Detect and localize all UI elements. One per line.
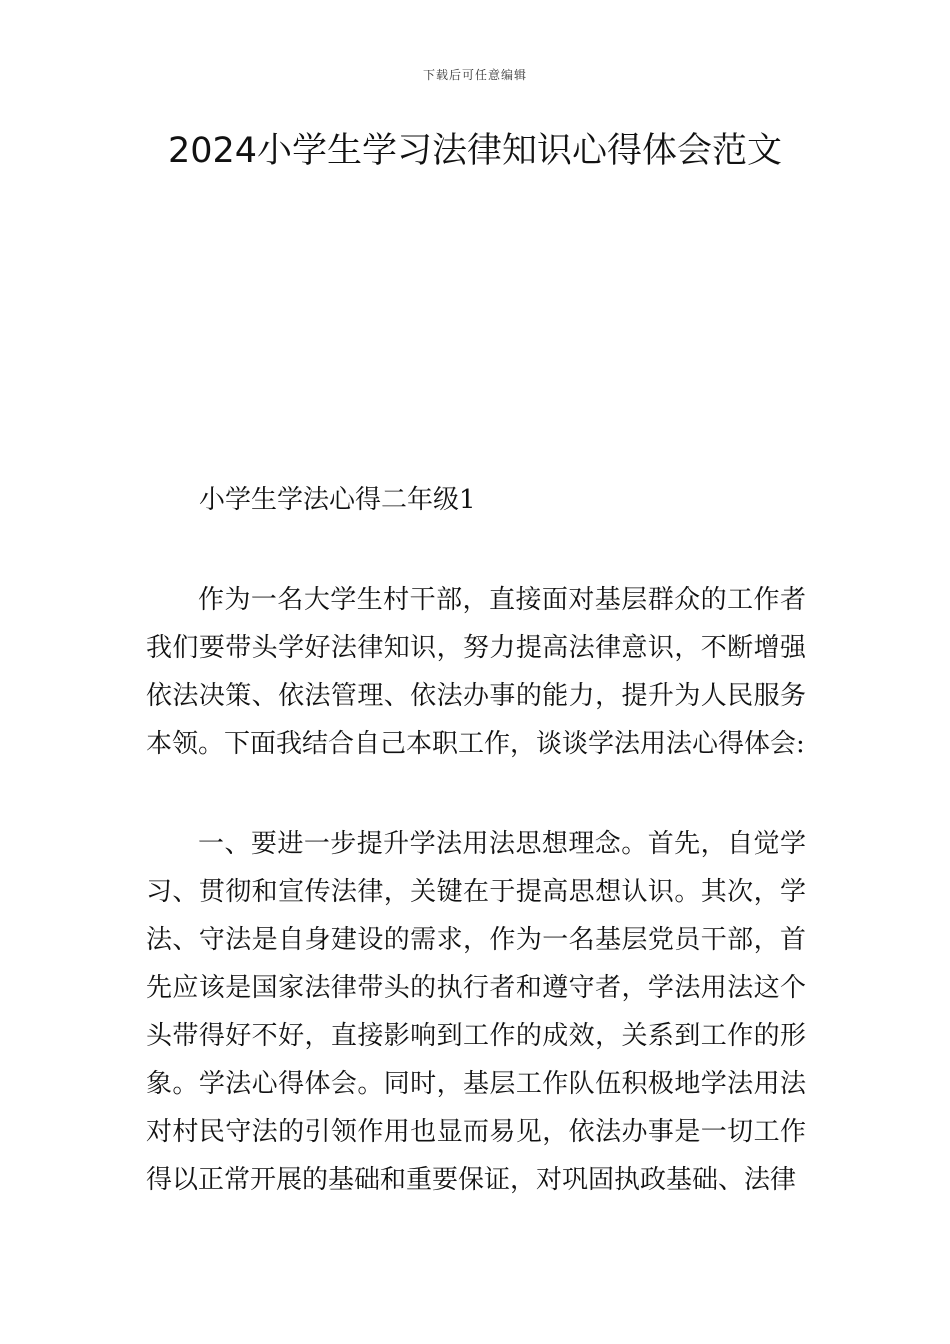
paragraph-intro [146, 576, 806, 768]
document-title: 2024小学生学习法律知识心得体会范文 [167, 131, 783, 171]
paragraph-text: 作为一名大学生村干部，直接面对基层群众的工作者我们要带头学好法律知识，努力提高法律意识，不断增强依法决策、依法管理、依法办事的能力，提升为人民服务本领。下面我结合自己本职工作，谈谈学法用法心得体会: [146, 585, 806, 759]
paragraph-text: 一、要进一步提升学法用法思想理念。首先，自觉学习、贯彻和宣传法律，关键在于提高思想认识。其次，学法、守法是自身建设的需求，作为一名基层党员干部，首先应该是国家法律带头的执行者和遵守者，学法用法这个头带得好不好，直接影响到工作的成效，关系到工作的形象。学法心得体会。同时，基层工作队伍积极地学法用法对村民守法的引领作用也显而易见，依法办事是一切工作得以正常开展的基础和重要保证，对巩固执政基础、法律 [146, 829, 806, 1195]
paragraph-section-one [146, 820, 806, 1204]
section-subheading: 小学生学法心得二年级1 [199, 485, 476, 515]
header-note: 下载后可任意编辑 [422, 68, 527, 82]
